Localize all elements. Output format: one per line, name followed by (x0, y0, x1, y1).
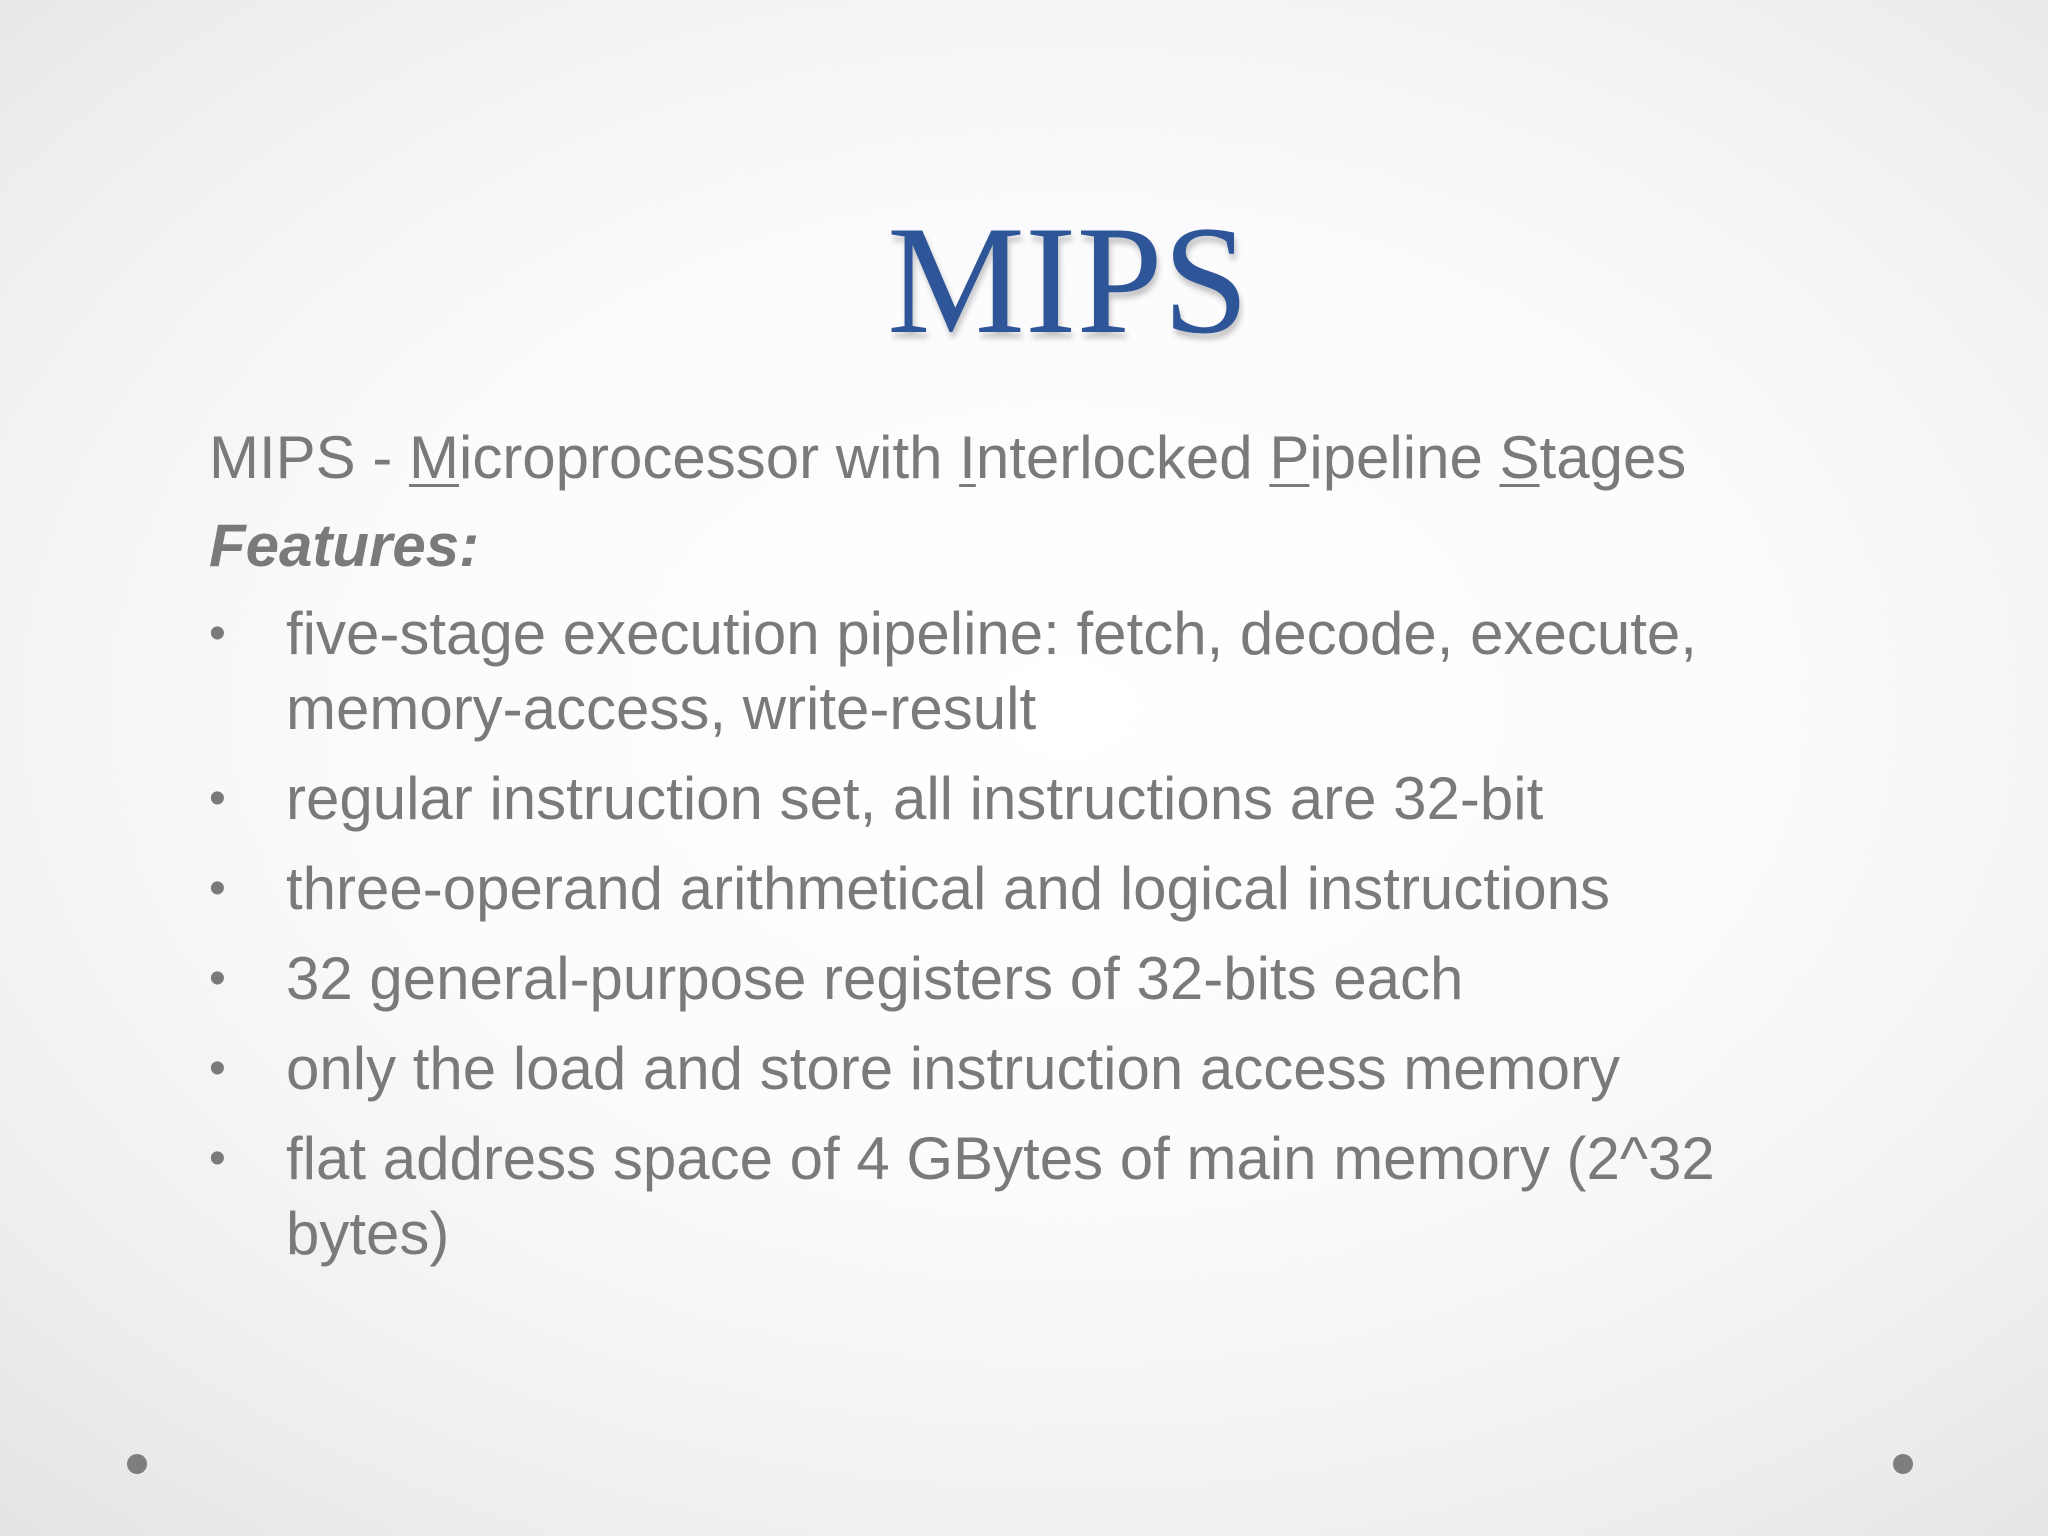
features-heading: Features: (209, 512, 480, 579)
acronym-prefix: MIPS - (209, 424, 410, 491)
feature-text: regular instruction set, all instructions are 32-bit (286, 765, 1544, 832)
bullet-icon: • (209, 862, 226, 915)
decorative-dot-left (127, 1454, 147, 1474)
acronym-word-rest-1: icroprocessor with (459, 424, 960, 491)
feature-text: flat address space of 4 GBytes of main memory (2^32 bytes) (286, 1125, 1715, 1267)
slide-body (209, 418, 1849, 1286)
feature-text: five-stage execution pipeline: fetch, decode, execute, memory-access, write-result (286, 600, 1697, 742)
acronym-word-rest-2: nterlocked (975, 424, 1270, 491)
bullet-icon: • (209, 1042, 226, 1095)
feature-text: 32 general-purpose registers of 32-bits each (286, 945, 1464, 1012)
feature-item (209, 1031, 1849, 1106)
features-list (209, 596, 1849, 1271)
feature-text: only the load and store instruction access memory (286, 1035, 1620, 1102)
slide-title: MIPS (887, 194, 1249, 366)
acronym-initial-s: S (1499, 424, 1540, 491)
bullet-icon: • (209, 607, 226, 660)
acronym-word-rest-3: ipeline (1309, 424, 1500, 491)
bullet-icon: • (209, 952, 226, 1005)
feature-item (209, 761, 1849, 836)
acronym-word-rest-4: tages (1539, 424, 1687, 491)
bullet-icon: • (209, 772, 226, 825)
acronym-definition (209, 418, 1849, 498)
feature-item (209, 596, 1849, 746)
decorative-dot-right (1893, 1454, 1913, 1474)
bullet-icon: • (209, 1132, 226, 1185)
feature-text: three-operand arithmetical and logical instructions (286, 855, 1611, 922)
acronym-initial-p: P (1269, 424, 1310, 491)
feature-item (209, 1121, 1849, 1271)
acronym-initial-m: M (409, 424, 459, 491)
acronym-initial-i: I (959, 424, 976, 491)
feature-item (209, 851, 1849, 926)
feature-item (209, 941, 1849, 1016)
